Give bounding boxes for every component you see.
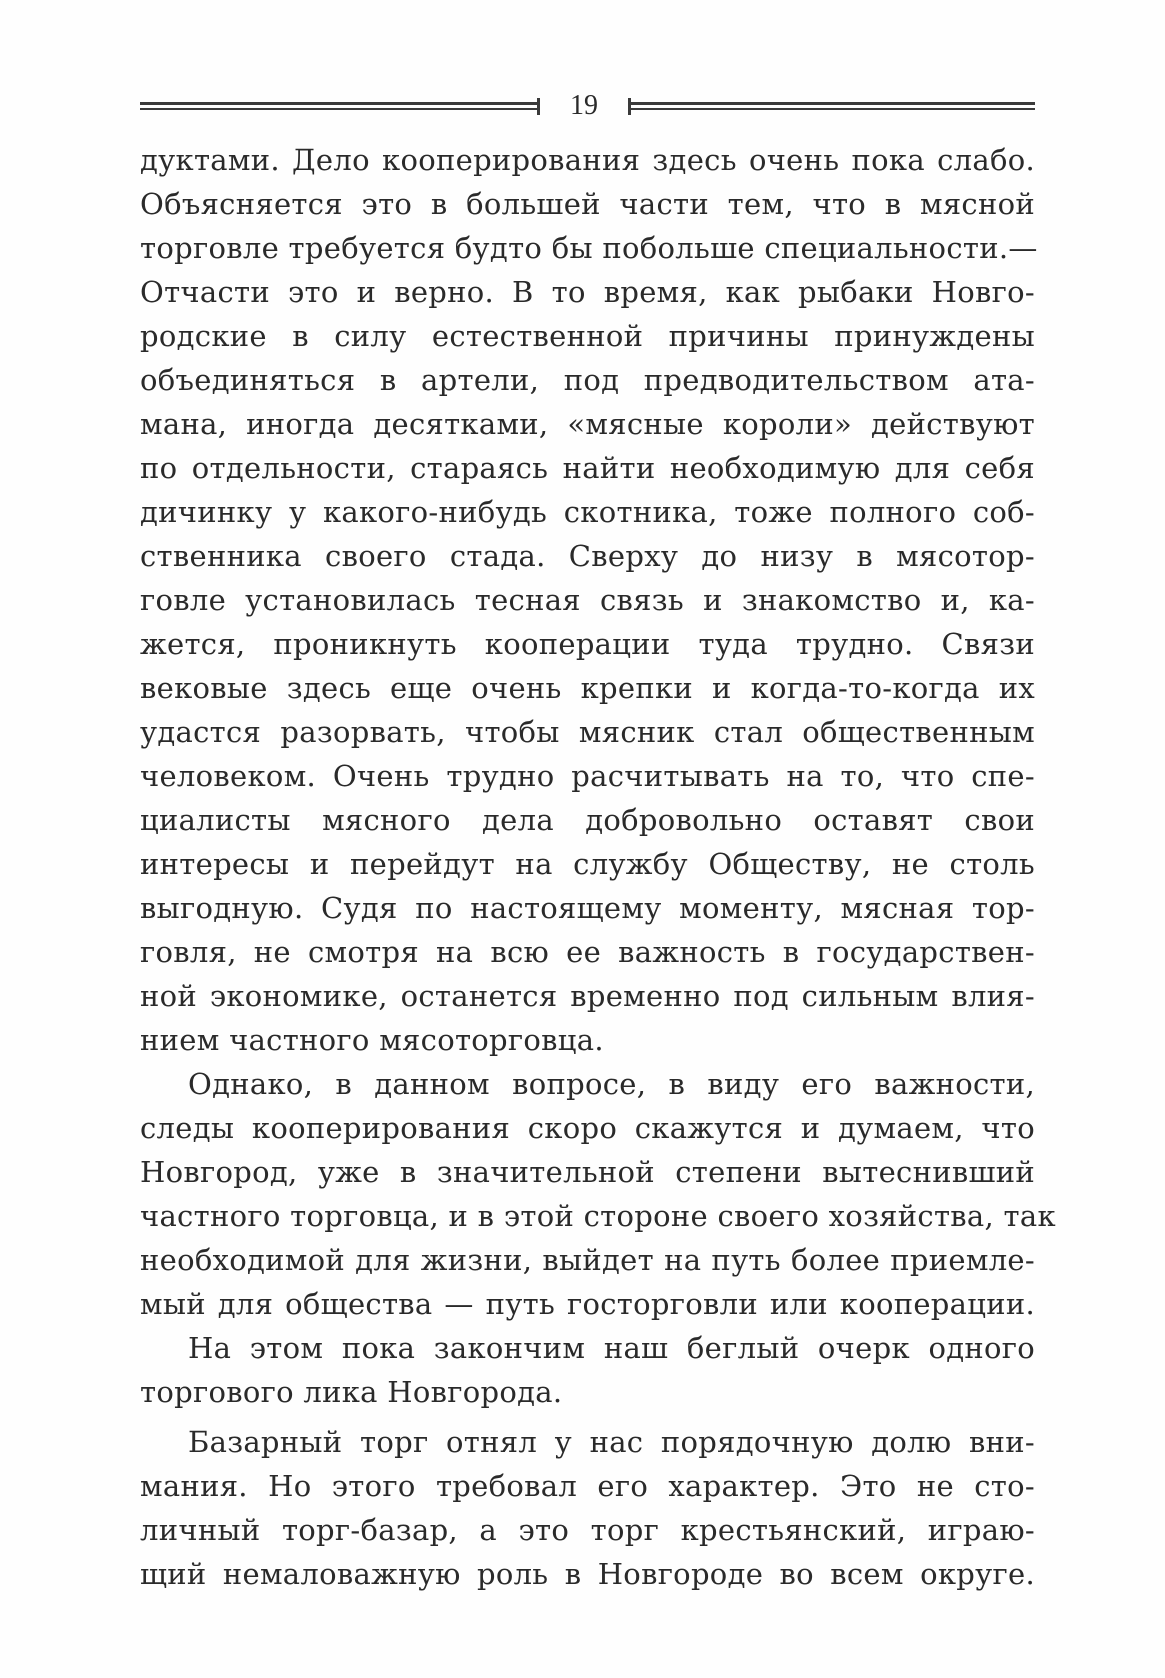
text-line: частного торговца, и в этой стороне своего хозяйства, так — [140, 1199, 1056, 1233]
text-line: нием частного мясоторговца. — [140, 1023, 604, 1057]
text-line: Отчасти это и верно. В то время, как рыбаки Новго- — [140, 275, 1035, 309]
text-line: родские в силу естественной причины принуждены — [140, 319, 1035, 353]
text-line: дуктами. Дело кооперирования здесь очень пока слабо. — [140, 143, 1035, 177]
text-line: Новгород, уже в значительной степени вытеснивший — [140, 1155, 1035, 1189]
text-line: личный торг-базар, а это торг крестьянский, играю- — [140, 1513, 1035, 1547]
text-line: торговле требуется будто бы побольше специальности.— — [140, 231, 1038, 265]
text-line: следы кооперирования скоро скажутся и думаем, что — [140, 1111, 1035, 1145]
text-line: жется, проникнуть кооперации туда трудно. Связи — [140, 627, 1035, 661]
text-line: говля, не смотря на всю ее важность в государствен- — [140, 935, 1035, 969]
text-line: вековые здесь еще очень крепки и когда-то-когда их — [140, 671, 1035, 705]
text-line: по отдельности, стараясь найти необходимую для себя — [140, 451, 1035, 485]
text-line: мана, иногда десятками, «мясные короли» действуют — [140, 407, 1035, 441]
text-line: Объясняется это в большей части тем, что в мясной — [140, 187, 1035, 221]
paragraph-first-line: Базарный торг отнял у нас порядочную долю вни- — [188, 1425, 1035, 1459]
text-line: необходимой для жизни, выйдет на путь более приемле- — [140, 1243, 1035, 1277]
paragraph-first-line: Однако, в данном вопросе, в виду его важности, — [188, 1067, 1035, 1101]
page-number: 19 — [570, 90, 598, 121]
text-line: ной экономике, останется временно под сильным влия- — [140, 979, 1035, 1013]
text-line: дичинку у какого-нибудь скотника, тоже полного соб- — [140, 495, 1035, 529]
text-line: человеком. Очень трудно расчитывать на то, что спе- — [140, 759, 1035, 793]
text-line: щий немаловажную роль в Новгороде во всем округе. — [140, 1557, 1035, 1591]
header-rule-left — [140, 102, 538, 110]
header-rule-right — [630, 102, 1035, 110]
text-line: мания. Но этого требовал его характер. Это не сто- — [140, 1469, 1035, 1503]
text-line: удастся разорвать, чтобы мясник стал общественным — [140, 715, 1035, 749]
text-line: выгодную. Судя по настоящему моменту, мясная тор- — [140, 891, 1035, 925]
text-line: объединяться в артели, под предводительством ата- — [140, 363, 1035, 397]
text-line: говле установилась тесная связь и знакомство и, ка- — [140, 583, 1035, 617]
text-line: циалисты мясного дела добровольно оставят свои — [140, 803, 1035, 837]
paragraph-first-line: На этом пока закончим наш беглый очерк одного — [188, 1331, 1035, 1365]
text-line: интересы и перейдут на службу Обществу, не столь — [140, 847, 1035, 881]
text-line: ственника своего стада. Сверху до низу в мясотор- — [140, 539, 1035, 573]
text-line: мый для общества — путь госторговли или кооперации. — [140, 1287, 1035, 1321]
page-header — [140, 88, 1035, 124]
page-body — [140, 138, 1056, 1596]
text-line: торгового лика Новгорода. — [140, 1375, 563, 1409]
